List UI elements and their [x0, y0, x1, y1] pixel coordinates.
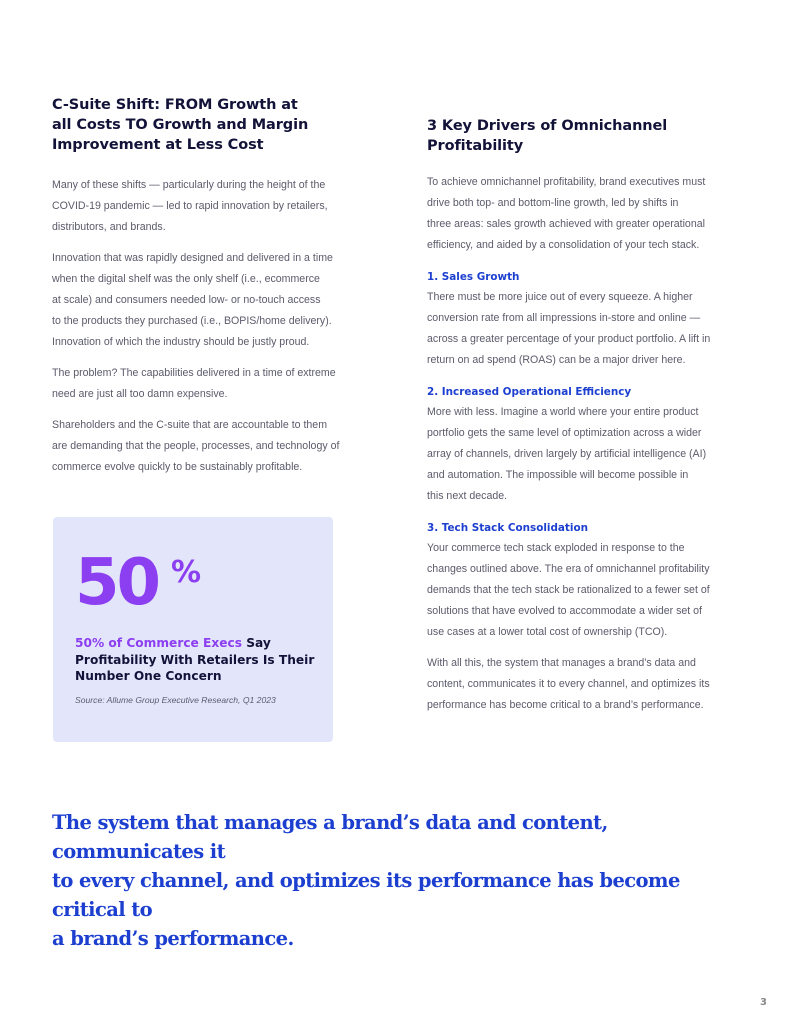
right-column — [427, 116, 752, 716]
stat-statement — [75, 635, 315, 685]
right-intro: To achieve omnichannel profitability, brand executives must drive both top- and bottom-line growth, led by shifts in three areas: sales growth achieved with greater operational efficiency, and aided by a consolidation of your tech stack. — [427, 176, 706, 251]
left-paragraph-4: Shareholders and the C-suite that are accountable to them are demanding that the people, processes, and technology of commerce evolve quickly to be sustainably profitable. — [52, 419, 340, 473]
stat-card — [53, 517, 333, 742]
page-number: 3 — [760, 997, 767, 1008]
right-heading: 3 Key Drivers of Omnichannel Profitability — [427, 118, 668, 154]
left-column — [52, 95, 372, 488]
driver-3-title: 3. Tech Stack Consolidation — [427, 522, 588, 534]
stat-statement-rest: Say Profitability With Retailers Is Their Number One Concern — [75, 636, 315, 683]
driver-2-body: More with less. Imagine a world where your entire product portfolio gets the same level of optimization across a wider array of channels, driven largely by artificial intelligence (AI) and automation. The impossible will become possible in this next decade. — [427, 406, 707, 502]
left-body — [52, 175, 372, 478]
right-closing: With all this, the system that manages a brand’s data and content, communicates it to every channel, and optimizes its performance has become critical to a brand’s performance. — [427, 657, 710, 711]
stat-percent-sign: % — [171, 555, 202, 590]
right-body — [427, 172, 752, 716]
driver-1-title: 1. Sales Growth — [427, 271, 520, 283]
left-paragraph-3: The problem? The capabilities delivered in a time of extreme need are just all too damn expensive. — [52, 367, 336, 400]
pull-quote: The system that manages a brand’s data and content, communicates it to every channel, and optimizes its performance has become critical to a brand’s performance. — [52, 811, 680, 950]
stat-highlight: 50% of Commerce Execs — [75, 636, 242, 650]
stat-number: 50 — [75, 546, 159, 620]
driver-1-body: There must be more juice out of every squeeze. A higher conversion rate from all impressions in-store and online — across a greater percentage of your product portfolio. A lift in return on ad spend (ROAS) can be a major driver here. — [427, 291, 711, 366]
stat-source: Source: Allume Group Executive Research, Q1 2023 — [75, 695, 276, 705]
driver-3-body: Your commerce tech stack exploded in response to the changes outlined above. The era of omnichannel profitability demands that the tech stack be rationalized to a fewer set of solutions that have evolved to accommodate a wider set of use cases at a lower total cost of ownership (TCO). — [427, 542, 710, 638]
left-paragraph-2: Innovation that was rapidly designed and delivered in a time when the digital shelf was the only shelf (i.e., ecommerce at scale) and consumers needed low- or no-touch access to the products they purchased (i.e., BOPIS/home delivery). Innovation of which the industry should be justly proud. — [52, 252, 333, 348]
driver-2-title: 2. Increased Operational Efficiency — [427, 386, 632, 398]
left-heading: C-Suite Shift: FROM Growth at all Costs TO Growth and Margin Improvement at Less Cost — [52, 97, 309, 153]
left-paragraph-1: Many of these shifts — particularly during the height of the COVID-19 pandemic — led to rapid innovation by retailers, distributors, and brands. — [52, 179, 328, 233]
